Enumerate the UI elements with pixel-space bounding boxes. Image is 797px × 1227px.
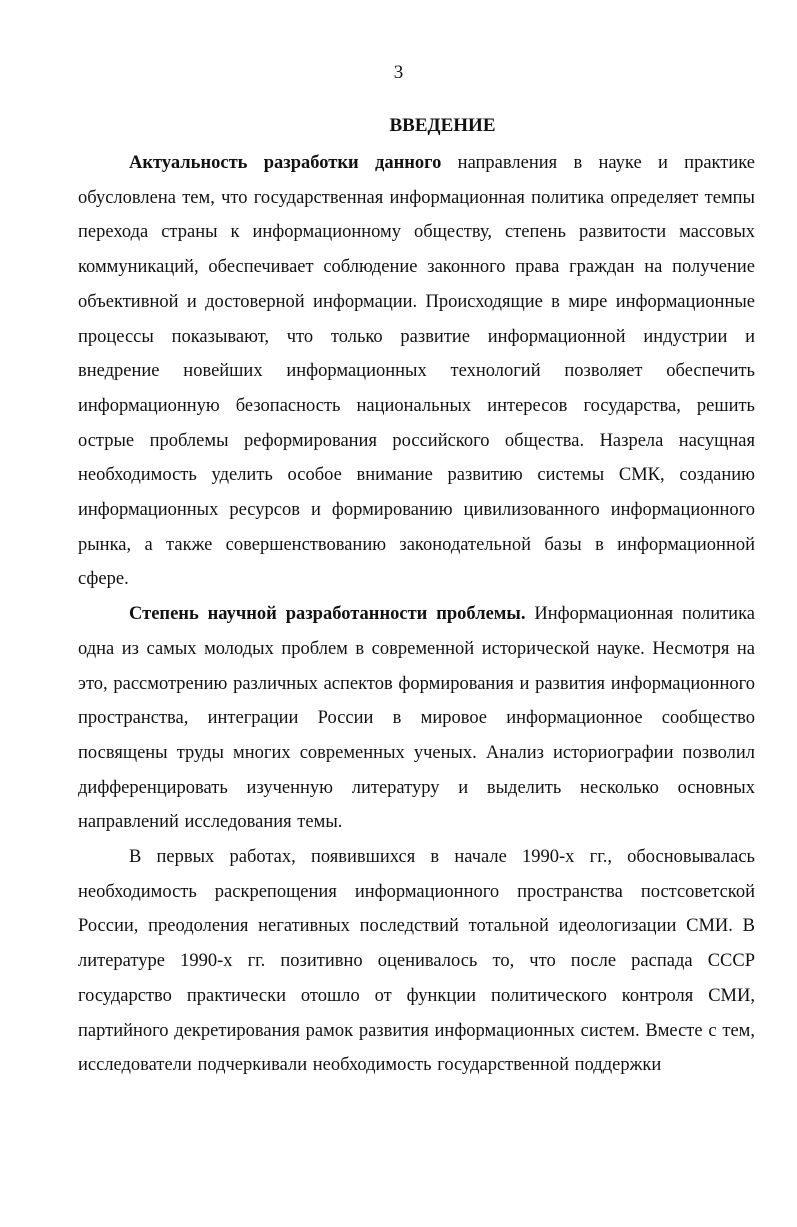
- paragraph-text: Информационная политика одна из самых молодых проблем в современной исторической науке. Несмотря на это, рассмотрению различных аспектов формирования и развития информационного пространства, интеграции России в мировое информационное сообщество посвящены труды многих современных ученых. Анализ историографии позволил дифференцировать изученную литературу и выделить несколько основных направлений исследования темы.: [78, 604, 756, 833]
- paragraph-lead: Актуальность разработки данного: [129, 153, 442, 173]
- section-heading: ВВЕДЕНИЕ: [389, 115, 496, 136]
- document-body: [78, 146, 755, 1083]
- page-number: 3: [393, 62, 404, 83]
- paragraph-text: направления в науке и практике обусловлена тем, что государственная информационная политика определяет темпы перехода страны к информационному обществу, степень развитости массовых коммуникаций, обеспечивает соблюдение законного права граждан на получение объективной и достоверной информации. Происходящие в мире информационные процессы показывают, что только развитие информационной индустрии и внедрение новейших информационных технологий позволяет обеспечить информационную безопасность национальных интересов государства, решить острые проблемы реформирования российского общества. Назрела насущная необходимость уделить особое внимание развитию системы СМК, созданию информационных ресурсов и формированию цивилизованного информационного рынка, а также совершенствованию законодательной базы в информационной сфере.: [78, 153, 755, 590]
- paragraph-lead: Степень научной разработанности проблемы.: [129, 604, 526, 625]
- paragraph-relevance: [78, 146, 755, 597]
- paragraph-research-degree: [78, 597, 755, 840]
- paragraph-early-works: [78, 840, 755, 1083]
- paragraph-text: В первых работах, появившихся в начале 1990-х гг., обосновывалась необходимость раскрепощения информационного пространства постсоветской России, преодоления негативных последствий тотальной идеологизации СМИ. В литературе 1990-х гг. позитивно оценивалось то, что после распада СССР государство практически отошло от функции политического контроля СМИ, партийного декретирования рамок развития информационных систем. Вместе с тем, исследователи подчеркивали необходимость государственной поддержки: [78, 847, 755, 1076]
